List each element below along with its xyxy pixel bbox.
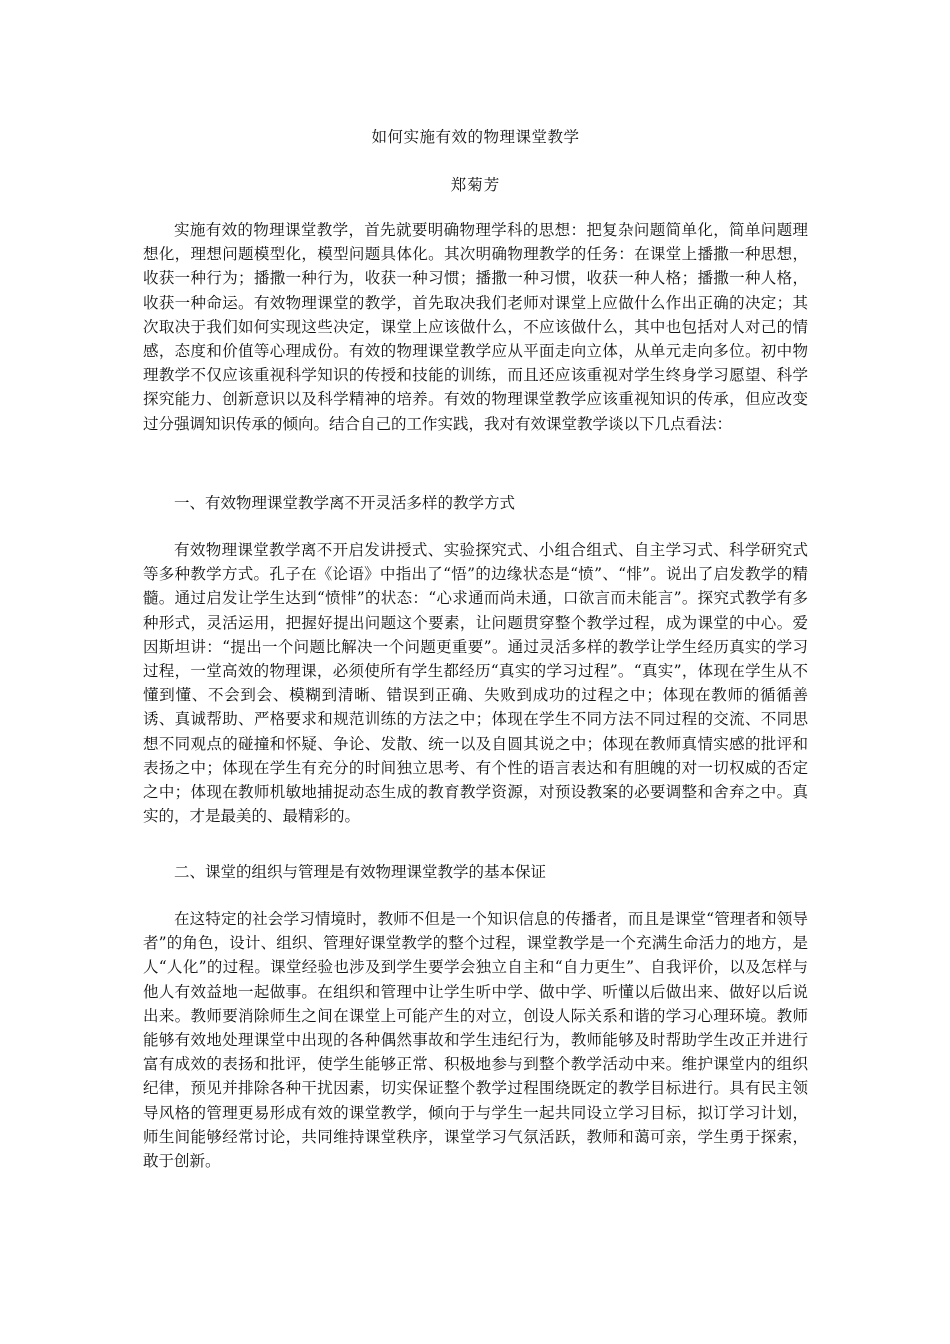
section-2-paragraph: 在这特定的社会学习情境时，教师不但是一个知识信息的传播者，而且是课堂“管理者和领导者”的角色，设计、组织、管理好课堂教学的整个过程，课堂教学是一个充满生命活力的地方，是人“人化”的过程。课堂经验也涉及到学生要学会独立自主和“自力更生”、自我评价，以及怎样与他人有效益地一起做事。在组织和管理中让学生听中学、做中学、听懂以后做出来、做好以后说出来。教师要消除师生之间在课堂上可能产生的对立，创设人际关系和谐的学习心理环境。教师能够有效地处理课堂中出现的各种偶然事故和学生违纪行为，教师能够及时帮助学生改正并进行富有成效的表扬和批评，使学生能够正常、积极地参与到整个教学活动中来。维护课堂内的组织纪律，预见并排除各种干扰因素，切实保证整个教学过程围绕既定的教学目标进行。具有民主领导风格的管理更易形成有效的课堂教学，倾向于与学生一起共同设立学习目标，拟订学习计划，师生间能够经常讨论，共同维持课堂秩序，课堂学习气氛活跃，教师和蔼可亲，学生勇于探索，敢于创新。 [143,910,808,1171]
section-heading-1: 一、有效物理课堂教学离不开灵活多样的教学方式 [174,494,516,512]
intro-paragraph: 实施有效的物理课堂教学，首先就要明确物理学科的思想：把复杂问题简单化，简单问题理想化，理想问题模型化，模型问题具体化。其次明确物理教学的任务：在课堂上播撒一种思想，收获一种行为；播撒一种行为，收获一种习惯；播撒一种习惯，收获一种人格；播撒一种人格，收获一种命运。有效物理课堂的教学，首先取决我们老师对课堂上应做什么作出正确的决定；其次取决于我们如何实现这些决定，课堂上应该做什么，不应该做什么，其中也包括对人对己的情感，态度和价值等心理成份。有效的物理课堂教学应从平面走向立体，从单元走向多位。初中物理教学不仅应该重视科学知识的传授和技能的训练，而且还应该重视对学生终身学习愿望、科学探究能力、创新意识以及科学精神的培养。有效的物理课堂教学应该重视知识的传承，但应改变过分强调知识传承的倾向。结合自己的工作实践，我对有效课堂教学谈以下几点看法： [143,221,808,433]
section-1-paragraph: 有效物理课堂教学离不开启发讲授式、实验探究式、小组合组式、自主学习式、科学研究式等多种教学方式。孔子在《论语》中指出了“悟”的边缘状态是“愤”、“悱”。说出了启发教学的精髓。通过启发让学生达到“愤悱”的状态：“心求通而尚未通，口欲言而未能言”。探究式教学有多种形式，灵活运用，把握好提出问题这个要素，让问题贯穿整个教学过程，成为课堂的中心。爱因斯坦讲：“提出一个问题比解决一个问题更重要”。通过灵活多样的教学让学生经历真实的学习过程，一堂高效的物理课，必须使所有学生都经历“真实的学习过程”。“真实”，体现在学生从不懂到懂、不会到会、模糊到清晰、错误到正确、失败到成功的过程之中；体现在教师的循循善诱、真诚帮助、严格要求和规范训练的方法之中；体现在学生不同方法不同过程的交流、不同思想不同观点的碰撞和怀疑、争论、发散、统一以及自圆其说之中；体现在教师真情实感的批评和表扬之中；体现在学生有充分的时间独立思考、有个性的语言表达和有胆魄的对一切权威的否定之中；体现在教师机敏地捕捉动态生成的教育教学资源，对预设教案的必要调整和舍弃之中。真实的，才是最美的、最精彩的。 [143,541,808,826]
section-heading-2: 二、课堂的组织与管理是有效物理课堂教学的基本保证 [174,863,547,881]
document-title: 如何实施有效的物理课堂教学 [371,128,580,146]
document-author: 郑菊芳 [450,176,501,194]
